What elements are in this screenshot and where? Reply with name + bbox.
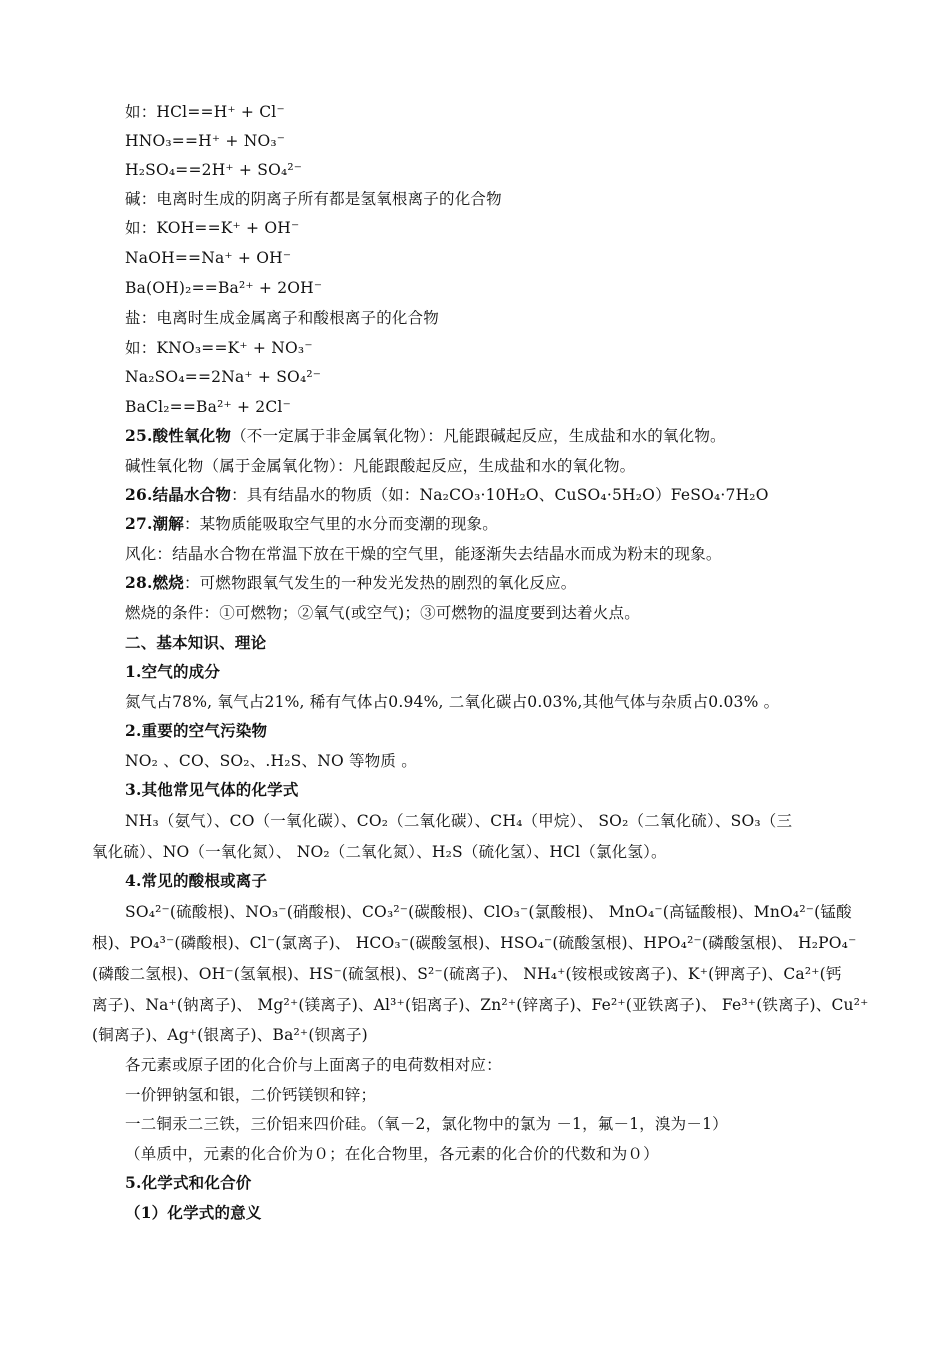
text-line: 氧化硫）、NO（一氧化氮）、 NO₂（二氧化氮）、H₂S（硫化氢）、HCl（氯化氢）。 [92, 843, 667, 861]
text-line: 碱：电离时生成的阴离子所有都是氢氧根离子的化合物 [125, 190, 502, 208]
term-colon: ： [183, 515, 200, 533]
text-line: Na₂SO₄==2Na⁺ + SO₄²⁻ [125, 368, 322, 386]
term-title: 26.结晶水合物 [125, 485, 232, 504]
text-line: 一二铜汞二三铁，三价铝来四价硅。（氧－2，氯化物中的氯为 －1，氟－1，溴为－1） [125, 1115, 728, 1133]
text-line: NaOH==Na⁺ + OH⁻ [125, 249, 292, 267]
term-colon: ： [183, 574, 200, 592]
definition-26 [125, 485, 769, 505]
text-line: BaCl₂==Ba²⁺ + 2Cl⁻ [125, 398, 291, 416]
subsection-heading: （1）化学式的意义 [125, 1203, 262, 1222]
term-text: 可燃物跟氧气发生的一种发光发热的剧烈的氧化反应。 [199, 574, 577, 592]
definition-28 [125, 573, 576, 593]
text-line: 离子)、Na⁺(钠离子)、 Mg²⁺(镁离子)、Al³⁺(铝离子)、Zn²⁺(锌离子)、Fe²⁺(亚铁离子)、 Fe³⁺(铁离子)、Cu²⁺ [92, 996, 869, 1014]
term-note: （不一定属于非金属氧化物）： [231, 427, 444, 445]
text-line: NH₃（氨气）、CO（一氧化碳）、CO₂（二氧化碳）、CH₄（甲烷）、 SO₂（二氧化硫）、SO₃（三 [125, 812, 793, 830]
term-title: 25.酸性氧化物 [125, 426, 232, 445]
subsection-heading: 4.常见的酸根或离子 [125, 871, 268, 890]
term-title: 28.燃烧 [125, 573, 184, 592]
text-line: Ba(OH)₂==Ba²⁺ + 2OH⁻ [125, 279, 323, 297]
text-line: 碱性氧化物（属于金属氧化物）：凡能跟酸起反应，生成盐和水的氧化物。 [125, 457, 636, 475]
text-line: 如：KNO₃==K⁺ + NO₃⁻ [125, 339, 313, 357]
text-line: NO₂ 、CO、SO₂、.H₂S、NO 等物质 。 [125, 752, 417, 770]
term-title: 27.潮解 [125, 514, 184, 533]
subsection-heading: 3.其他常见气体的化学式 [125, 780, 299, 799]
text-line: 根)、PO₄³⁻(磷酸根)、Cl⁻(氯离子)、 HCO₃⁻(碳酸氢根)、HSO₄⁻(硫酸氢根)、HPO₄²⁻(磷酸氢根)、 H₂PO₄⁻ [92, 934, 857, 952]
subsection-heading: 1.空气的成分 [125, 662, 221, 681]
text-line: 各元素或原子团的化合价与上面离子的电荷数相对应： [125, 1056, 502, 1074]
text-line: 盐：电离时生成金属离子和酸根离子的化合物 [125, 309, 440, 327]
term-text: 凡能跟碱起反应，生成盐和水的氧化物。 [443, 427, 726, 445]
text-line: 一价钾钠氢和银，二价钙镁钡和锌； [125, 1086, 377, 1104]
definition-25 [125, 426, 726, 446]
term-text: 具有结晶水的物质（如：Na₂CO₃·10H₂O、CuSO₄·5H₂O）FeSO₄·7H₂O [246, 486, 769, 504]
subsection-heading: 2.重要的空气污染物 [125, 721, 268, 740]
text-line: （单质中，元素的化合价为０；在化合物里，各元素的化合价的代数和为０） [125, 1145, 659, 1163]
subsection-heading: 5.化学式和化合价 [125, 1173, 252, 1192]
text-line: 燃烧的条件：①可燃物；②氧气(或空气)；③可燃物的温度要到达着火点。 [125, 604, 640, 622]
term-text: 某物质能吸取空气里的水分而变潮的现象。 [199, 515, 498, 533]
text-line: SO₄²⁻(硫酸根)、NO₃⁻(硝酸根)、CO₃²⁻(碳酸根)、ClO₃⁻(氯酸根)、 MnO₄⁻(高锰酸根)、MnO₄²⁻(锰酸 [125, 903, 852, 921]
definition-27 [125, 514, 498, 534]
text-line: 如：HCl==H⁺ + Cl⁻ [125, 103, 285, 121]
text-line: 氮气占78%, 氧气占21%, 稀有气体占0.94%, 二氧化碳占0.03%,其他气体与杂质占0.03% 。 [125, 693, 780, 711]
text-line: HNO₃==H⁺ + NO₃⁻ [125, 132, 286, 150]
text-line: 风化：结晶水合物在常温下放在干燥的空气里，能逐渐失去结晶水而成为粉末的现象。 [125, 545, 722, 563]
text-line: (铜离子)、Ag⁺(银离子)、Ba²⁺(钡离子) [92, 1026, 368, 1044]
section-heading: 二、基本知识、理论 [125, 633, 267, 652]
text-line: H₂SO₄==2H⁺ + SO₄²⁻ [125, 161, 303, 179]
text-line: (磷酸二氢根)、OH⁻(氢氧根)、HS⁻(硫氢根)、S²⁻(硫离子)、 NH₄⁺(铵根或铵离子)、K⁺(钾离子)、Ca²⁺(钙 [92, 965, 842, 983]
term-colon: ： [231, 486, 247, 504]
text-line: 如：KOH==K⁺ + OH⁻ [125, 219, 300, 237]
